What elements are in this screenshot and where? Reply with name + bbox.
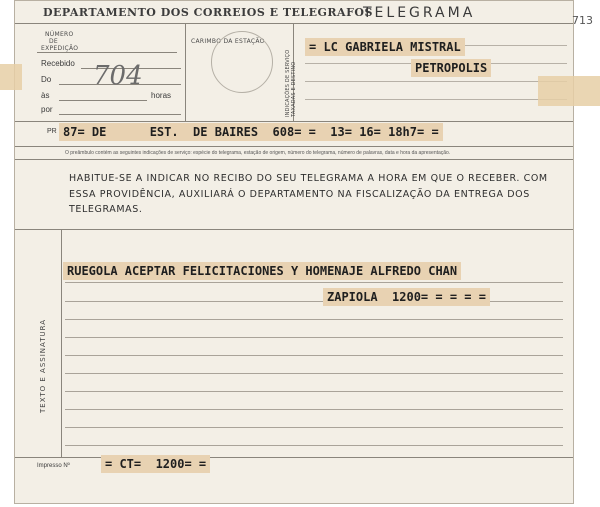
department-header: DEPARTAMENTO DOS CORREIOS E TELEGRAFOS [43,6,373,19]
destination-city-strip: PETROPOLIS [411,59,491,77]
expedicao-label: EXPEDIÇÃO [41,45,79,52]
message-line1-strip: RUEGOLA ACEPTAR FELICITACIONES Y HOMENAJE ALFREDO CHAN [63,262,461,280]
divider [37,52,177,53]
divider [15,146,573,147]
message-line [65,409,563,410]
pr-label: PR [47,128,57,135]
impresso-label: Impresso Nº [37,463,70,469]
recebido-label: Recebido [41,59,75,68]
telegram-form [14,0,574,504]
divider [185,23,186,121]
field-line [59,114,181,115]
destination-name-strip: = LC GABRIELA MISTRAL [305,38,465,56]
form-title: TELEGRAMA [363,5,476,21]
divider [15,457,573,458]
notice-text: HABITUE-SE A INDICAR NO RECIBO DO SEU TELEGRAMA A HORA EM QUE O RECEBER. COM ESSA PROVIDÊNCIA, AUXILIARÁ O DEPARTAMENTO NA FISCALIZAÇÃO DA ENTREGA DOS TELEGRAMAS. [69,173,548,215]
divider [15,159,573,160]
preamble-strip: 87= DE EST. DE BAIRES 608= = 13= 16= 18h7= = [59,123,443,141]
message-line [65,391,563,392]
de-label: DE [49,38,59,45]
message-line [65,319,563,320]
divider [61,229,62,457]
indicacoes-label: INDICAÇÕES DE SERVIÇO TAXADAS E DESTINO [285,49,297,117]
footer-strip: = CT= 1200= = [101,455,210,473]
tape-left [0,64,22,90]
divider [15,229,573,230]
message-line [65,373,563,374]
message-line [65,355,563,356]
message-line [65,427,563,428]
divider [15,121,573,122]
preamble-instruction: O preâmbulo contém as seguintes indicações de serviço: espécie do telegrama, estação de origem, número do telegrama, número de palavras, data e hora da apresentação. [65,150,451,156]
message-signature-strip: ZAPIOLA 1200= = = = = [323,288,490,306]
page-number: 713 [572,14,593,27]
station-stamp [211,31,273,93]
message-line [65,445,563,446]
do-label: Do [41,75,52,84]
message-line [65,282,563,283]
address-line [305,99,567,100]
horas-label: horas [151,91,172,100]
message-line [65,337,563,338]
address-line [305,81,567,82]
carimbo-label: CARIMBO DA ESTAÇÃO [191,38,265,45]
header-rule [15,23,573,24]
tape-right [538,76,600,106]
numero-label: NÚMERO [45,31,74,38]
texto-assinatura-label: TEXTO E ASSINATURA [39,318,47,413]
field-line [59,100,147,101]
handwritten-receipt-mark: 704 [93,61,143,91]
as-label: às [41,91,50,100]
por-label: por [41,105,53,114]
